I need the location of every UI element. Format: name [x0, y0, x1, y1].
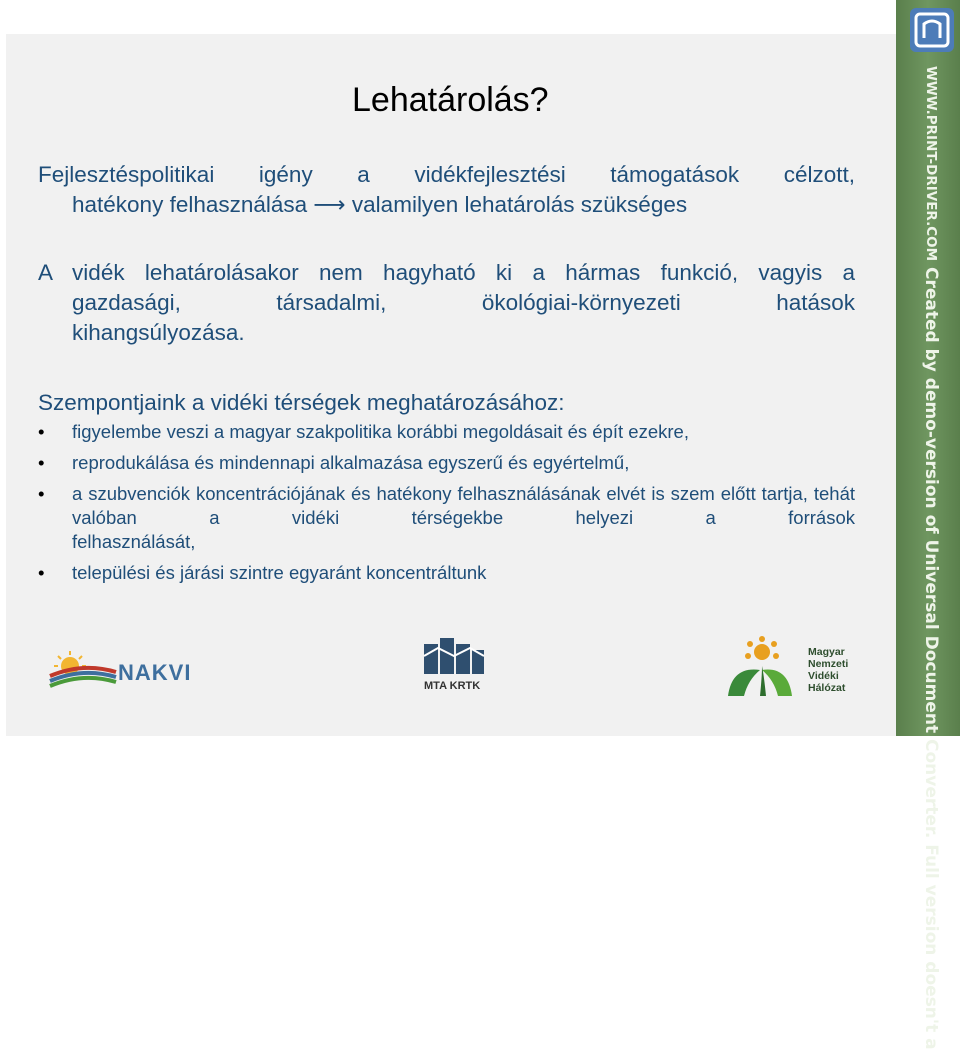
paragraph-policy-need-line2: hatékony felhasználása ⟶ valamilyen lehatárolás szükséges — [72, 192, 688, 217]
slide-background — [6, 34, 896, 736]
mnvh-logo-line: Magyar — [808, 646, 845, 658]
watermark-notice: Created by demo-version of Universal Document Converter. Full version doesn't a — [921, 266, 941, 1049]
mnvh-logo-line: Nemzeti — [808, 658, 849, 670]
mnvh-logo-text — [808, 646, 848, 694]
paragraph-triple-function-line2: gazdasági, társadalmi, ökológiai-környezeti hatások — [72, 290, 855, 315]
list-item-text: a szubvenciók koncentrációjának és hatékony felhasználásának elvét is szem előtt tartja, tehát valóban a vidéki térségekbe helyezi a források — [72, 483, 855, 528]
list-item: • reprodukálása és mindennapi alkalmazása egyszerű és egyértelmű, — [38, 451, 855, 475]
mnvh-logo-line: Vidéki — [808, 670, 839, 682]
criteria-heading: Szempontjaink a vidéki térségek meghatározásához: — [38, 390, 565, 415]
paragraph-policy-need — [38, 160, 855, 220]
watermark-text — [917, 66, 941, 1049]
nakvi-logo-text: NAKVI — [118, 660, 192, 685]
paragraph-triple-function-line1: A vidék lehatárolásakor nem hagyható ki a hármas funkció, vagyis a — [38, 260, 855, 285]
list-item: • települési és járási szintre egyaránt koncentráltunk — [38, 561, 855, 585]
criteria-list — [38, 420, 855, 592]
paragraph-triple-function — [38, 258, 855, 348]
converter-logo-icon — [910, 8, 954, 52]
list-item-text-cont: felhasználását, — [72, 531, 196, 552]
slide-title: Lehatárolás? — [352, 81, 549, 119]
mta-krtk-logo-text: MTA KRTK — [424, 680, 481, 692]
paragraph-policy-need-line1: Fejlesztéspolitikai igény a vidékfejlesztési támogatások célzott, — [38, 162, 855, 187]
list-item — [38, 482, 855, 554]
mnvh-logo-line: Hálózat — [808, 682, 846, 694]
paragraph-triple-function-line3: kihangsúlyozása. — [72, 320, 245, 345]
list-item: • figyelembe veszi a magyar szakpolitika korábbi megoldásait és épít ezekre, — [38, 420, 855, 444]
watermark-url: WWW.PRINT-DRIVER.COM — [923, 66, 939, 262]
